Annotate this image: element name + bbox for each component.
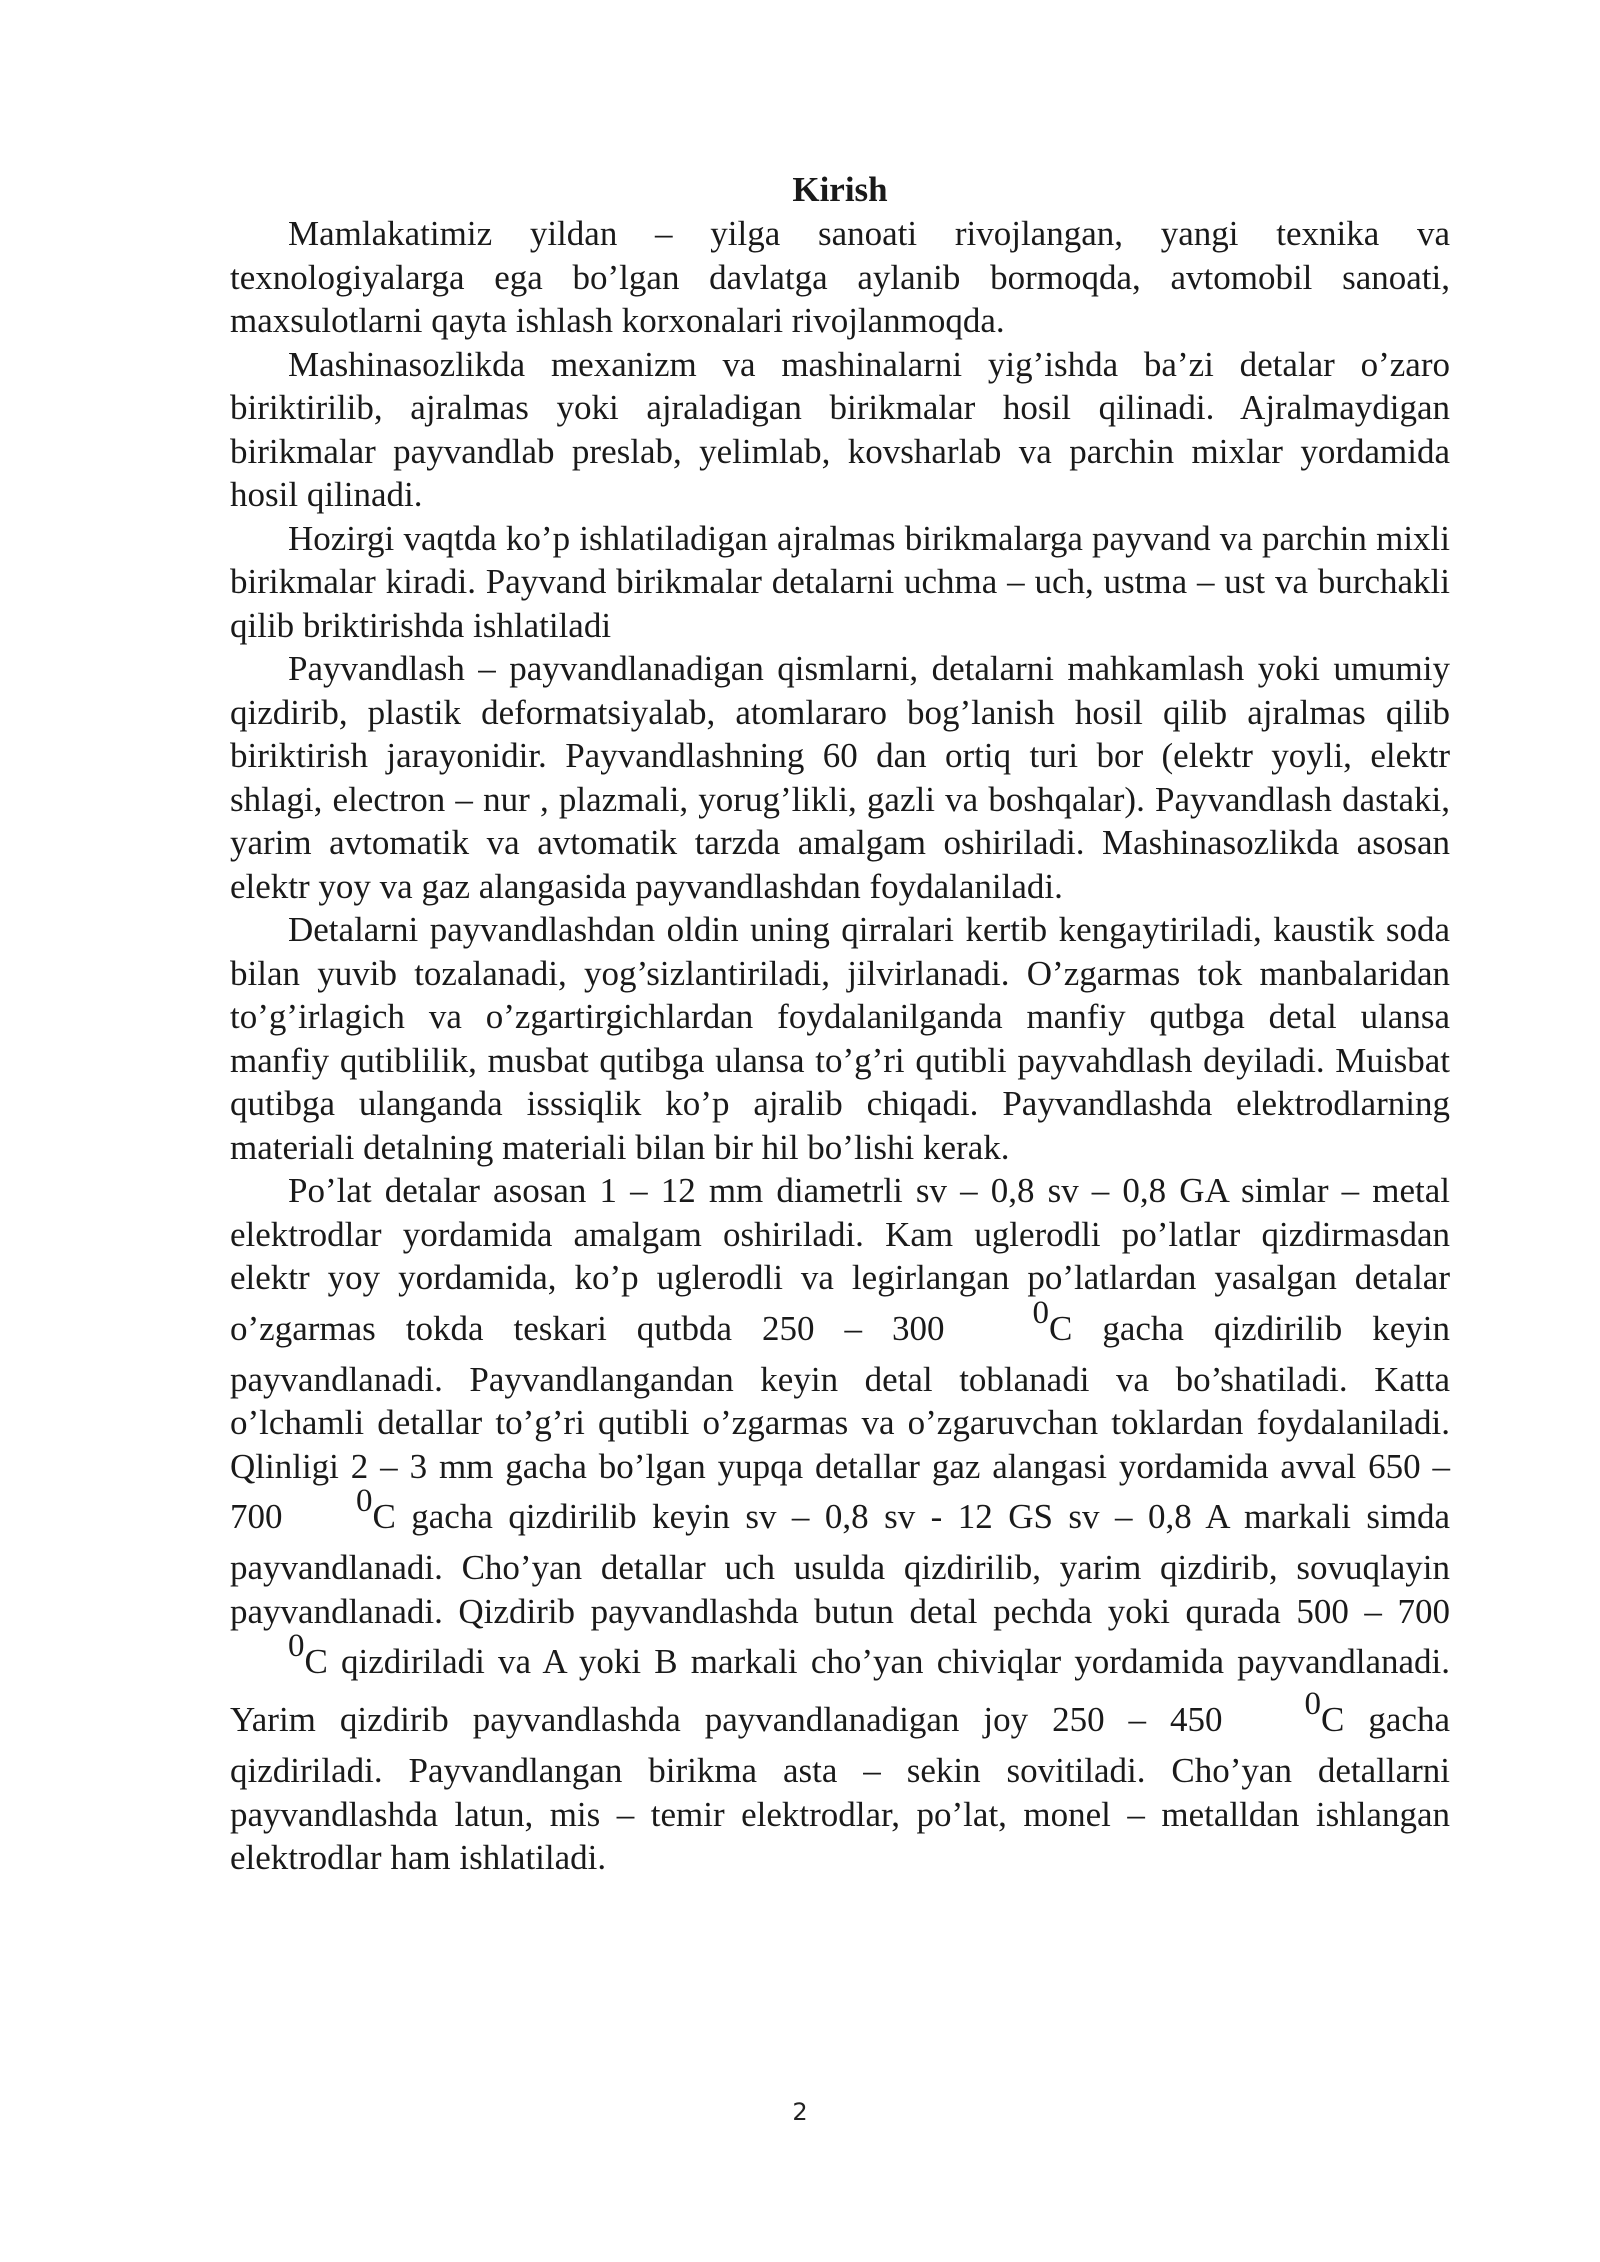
paragraph-6-text-5: C gacha qizdiriladi. Payvandlangan birikma asta – sekin sovitiladi. Cho’yan detallarni payvandlashda latun, mis – temir elektrodlar, po’lat, monel – metalldan ishlangan elektrodlar ham ishlatiladi. <box>230 1700 1450 1877</box>
paragraph-6 <box>230 1169 1450 1880</box>
paragraph-3: Hozirgi vaqtda ko’p ishlatiladigan ajralmas birikmalarga payvand va parchin mixli birikmalar kiradi. Payvand birikmalar detalarni uchma – uch, ustma – ust va burchakli qilib briktirishda ishlatiladi <box>230 518 1450 645</box>
paragraph-1: Mamlakatimiz yildan – yilga sanoati rivojlangan, yangi texnika va texnologiyalarga ega bo’lgan davlatga aylanib bormoqda, avtomobil sanoati, maxsulotlarni qayta ishlash korxonalari rivojlanmoqda. <box>230 214 1450 340</box>
degree-mark-4 <box>1247 1686 1322 1749</box>
degree-superscript: 0 <box>1304 1686 1322 1723</box>
section-title: Kirish <box>792 170 888 209</box>
degree-mark-2 <box>298 1483 373 1546</box>
paragraph-6-text-1: Po’lat detalar asosan 1 – 12 mm diametrli sv – 0,8 sv – 0,8 GA simlar – metal elektrodlar yordamida amalgam oshiriladi. Kam uglerodli po’latlar qizdirmasdan elektr yoy yordamida, ko’p uglerodli va legirlangan po’latlardan yasalgan detalar o’zgarmas tokda teskari qutbda 250 – 300 <box>230 1171 1450 1348</box>
paragraph-2: Mashinasozlikda mexanizm va mashinalarni yig’ishda ba’zi detalar o’zaro biriktirilib, ajralmas yoki ajraladigan birikmalar hosil qilinadi. Ajralmaydigan birikmalar payvandlab preslab, yelimlab, kovsharlab va parchin mixlar yordamida hosil qilinadi. <box>230 344 1450 514</box>
degree-superscript: 0 <box>288 1628 305 1665</box>
degree-superscript: 0 <box>1032 1294 1049 1331</box>
degree-mark-3 <box>230 1628 305 1691</box>
degree-mark-1 <box>975 1294 1050 1358</box>
paragraph-4: Payvandlash – payvandlanadigan qismlarni, detalarni mahkamlash yoki umumiy qizdirib, plastik deformatsiyalab, atomlararo bog’lanish hosil qilib ajralmas qilib biriktirish jarayonidir. Payvandlashning 60 dan ortiq turi bor (elektr yoyli, elektr shlagi, electron – nur , plazmali, yorug’likli, gazli va boshqalar). Payvandlash dastaki, yarim avtomatik va avtomatik tarzda amalgam oshiriladi. Mashinasozlikda asosan elektr yoy va gaz alangasida payvandlashdan foydalaniladi. <box>230 649 1450 906</box>
document-page <box>230 168 1450 1880</box>
paragraph-6-text-3: C gacha qizdirilib keyin sv – 0,8 sv - 12 GS sv – 0,8 A markali simda payvandlanadi. Cho’yan detallar uch usulda qizdirilib, yarim qizdirib, sovuqlayin payvandlanadi. Qizdirib payvandlashda butun detal pechda yoki qurada 500 – 700 <box>230 1497 1450 1631</box>
paragraph-6-text-2: C gacha qizdirilib keyin payvandlanadi. Payvandlangandan keyin detal toblanadi va bo’shatiladi. Katta o’lchamli detallar to’g’ri qutibli o’zgarmas va o’zgaruvchan toklardan foydalaniladi. Qlinligi 2 – 3 mm gacha bo’lgan yupqa detallar gaz alangasi yordamida avval 650 – 700 <box>230 1308 1450 1536</box>
paragraph-6-text-4: C qizdiriladi va A yoki B markali cho’yan chiviqlar yordamida payvandlanadi. Yarim qizdirib payvandlashda payvandlanadigan joy 250 – 450 <box>230 1642 1450 1739</box>
paragraph-5: Detalarni payvandlashdan oldin uning qirralari kertib kengaytiriladi, kaustik soda bilan yuvib tozalanadi, yog’sizlantiriladi, jilvirlanadi. O’zgarmas tok manbalaridan to’g’irlagich va o’zgartirgichlardan foydalanilganda manfiy qutbga detal ulansa manfiy qutiblilik, musbat qutibga ulansa to’g’ri qutibli payvahdlash deyiladi. Muisbat qutibga ulanganda isssiqlik ko’p ajralib chiqadi. Payvandlashda elektrodlarning materiali detalning materiali bilan bir hil bo’lishi kerak. <box>230 910 1450 1167</box>
degree-superscript: 0 <box>355 1483 373 1520</box>
page-number: 2 <box>792 2098 808 2126</box>
